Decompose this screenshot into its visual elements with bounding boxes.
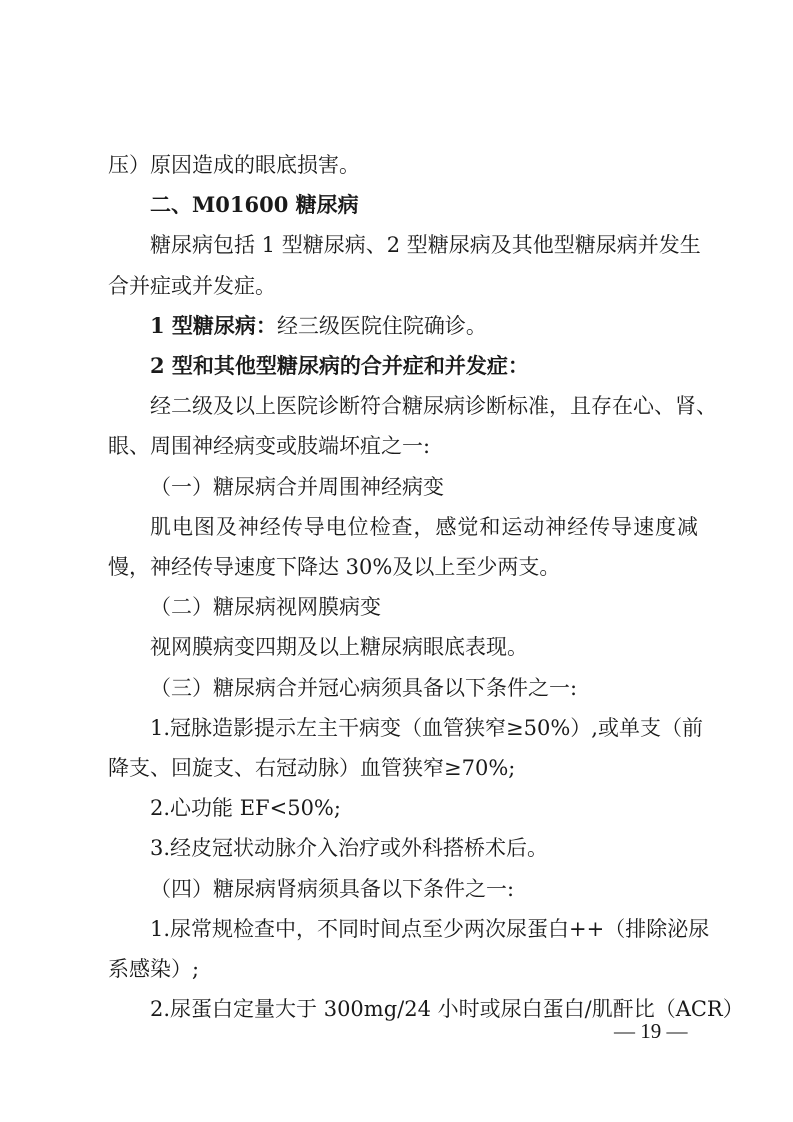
- text-line: 眼、周围神经病变或肢端坏疽之一:: [108, 434, 431, 459]
- subsection-heading: （二）糖尿病视网膜病变: [150, 595, 381, 620]
- text-line: 经二级及以上医院诊断符合糖尿病诊断标准，且存在心、肾、: [150, 394, 717, 419]
- subsection-heading: （一）糖尿病合并周围神经病变: [150, 474, 444, 499]
- subheading-type1: 1 型糖尿病：: [150, 312, 277, 338]
- text-line: 合并症或并发症。: [108, 273, 276, 298]
- text-line: 慢，神经传导速度下降达 30%及以上至少两支。: [108, 555, 561, 579]
- text-line: 2.尿蛋白定量大于 300mg/24 小时或尿白蛋白/肌酐比（ACR）: [150, 997, 744, 1022]
- text-line: 1.冠脉造影提示左主干病变（血管狭窄≥50%）,或单支（前: [150, 715, 703, 740]
- text-line: 降支、回旋支、右冠动脉）血管狭窄≥70%;: [108, 756, 516, 780]
- text-line: 视网膜病变四期及以上糖尿病眼底表现。: [150, 635, 528, 660]
- section-heading: 二、M01600 糖尿病: [150, 192, 359, 218]
- text-line: 压）原因造成的眼底损害。: [108, 153, 360, 177]
- subheading-type2: 2 型和其他型糖尿病的合并症和并发症：: [150, 353, 529, 378]
- text-line: 肌电图及神经传导电位检查，感觉和运动神经传导速度减: [150, 514, 698, 539]
- text-line: 3.经皮冠状动脉介入治疗或外科搭桥术后。: [150, 836, 549, 861]
- text-line: 糖尿病包括 1 型糖尿病、2 型糖尿病及其他型糖尿病并发生: [150, 233, 701, 258]
- text-line: 1.尿常规检查中，不同时间点至少两次尿蛋白++（排除泌尿: [150, 916, 710, 941]
- text-line: [150, 311, 710, 341]
- subsection-heading: （三）糖尿病合并冠心病须具备以下条件之一:: [150, 675, 578, 700]
- text-line: 系感染）;: [108, 957, 200, 981]
- subsection-heading: （四）糖尿病肾病须具备以下条件之一:: [150, 876, 515, 901]
- type1-criteria: 经三级医院住院确诊。: [276, 313, 487, 338]
- page-number: — 19 —: [614, 1019, 688, 1043]
- text-line: 2.心功能 EF<50%;: [150, 796, 341, 821]
